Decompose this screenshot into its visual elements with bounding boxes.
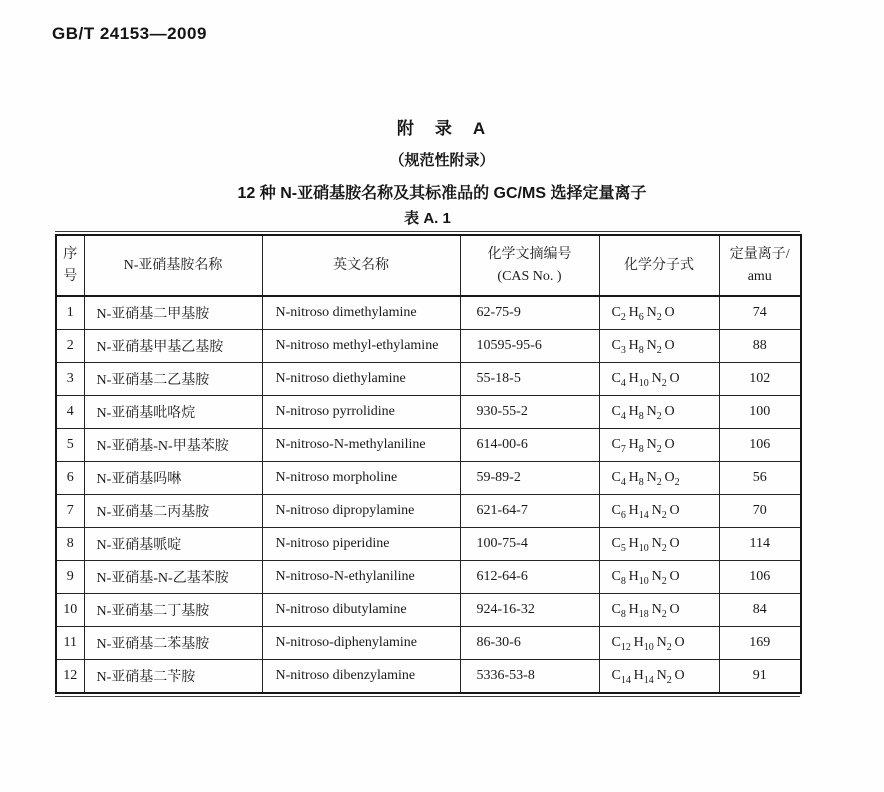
- row-number: 12: [56, 660, 84, 694]
- quant-ion-amu: 70: [719, 495, 801, 528]
- appendix-title-block: [0, 114, 884, 203]
- quant-ion-amu: 84: [719, 594, 801, 627]
- chinese-name: N-亚硝基吡咯烷: [84, 396, 262, 429]
- chemical-formula: $C_4$ $H_8$ $N_2$ $O_2$: [599, 462, 719, 495]
- cas-number: 5336-53-8: [460, 660, 599, 694]
- row-number: 2: [56, 330, 84, 363]
- table-caption: 表 A. 1: [404, 210, 451, 227]
- chemical-formula: $C_3$ $H_8$ $N_2$ O: [599, 330, 719, 363]
- cas-number: 612-64-6: [460, 561, 599, 594]
- cas-number: 614-00-6: [460, 429, 599, 462]
- row-number: 8: [56, 528, 84, 561]
- quant-ion-amu: 102: [719, 363, 801, 396]
- chemical-formula: $C_{14}$ $H_{14}$ $N_2$ O: [599, 660, 719, 694]
- row-number: 11: [56, 627, 84, 660]
- table-row: [56, 462, 801, 495]
- cas-number: 86-30-6: [460, 627, 599, 660]
- table-row: [56, 296, 801, 330]
- table-row: [56, 660, 801, 694]
- col-header-quant-ion-line1: 定量离子/: [729, 246, 790, 262]
- quant-ion-amu: 114: [719, 528, 801, 561]
- quant-ion-amu: 169: [719, 627, 801, 660]
- quant-ion-amu: 56: [719, 462, 801, 495]
- quant-ion-amu: 106: [719, 561, 801, 594]
- standard-number: GB/T 24153—2009: [52, 24, 207, 43]
- quant-ion-amu: 100: [719, 396, 801, 429]
- table-header-row: [56, 235, 801, 296]
- row-number: 3: [56, 363, 84, 396]
- row-number: 9: [56, 561, 84, 594]
- quant-ion-amu: 91: [719, 660, 801, 694]
- chemical-formula: $C_8$ $H_{18}$ $N_2$ O: [599, 594, 719, 627]
- appendix-subtitle: （规范性附录）: [389, 152, 495, 169]
- chemical-formula: $C_{12}$ $H_{10}$ $N_2$ O: [599, 627, 719, 660]
- col-header-cas: [460, 235, 599, 296]
- col-header-index-line1: 序: [63, 246, 78, 262]
- chemical-formula: $C_5$ $H_{10}$ $N_2$ O: [599, 528, 719, 561]
- chemical-formula: $C_8$ $H_{10}$ $N_2$ O: [599, 561, 719, 594]
- cas-number: 621-64-7: [460, 495, 599, 528]
- row-number: 4: [56, 396, 84, 429]
- table-a1: [55, 234, 802, 694]
- quant-ion-amu: 88: [719, 330, 801, 363]
- table-a1-wrapper: [55, 231, 800, 697]
- chinese-name: N-亚硝基甲基乙基胺: [84, 330, 262, 363]
- chemical-formula: $C_7$ $H_8$ $N_2$ O: [599, 429, 719, 462]
- english-name: N-nitroso-N-methylaniline: [262, 429, 460, 462]
- quant-ion-amu: 74: [719, 296, 801, 330]
- chinese-name: N-亚硝基二丙基胺: [84, 495, 262, 528]
- english-name: N-nitroso-N-ethylaniline: [262, 561, 460, 594]
- cas-number: 924-16-32: [460, 594, 599, 627]
- chinese-name: N-亚硝基-N-甲基苯胺: [84, 429, 262, 462]
- table-body: [56, 296, 801, 693]
- cas-number: 10595-95-6: [460, 330, 599, 363]
- chinese-name: N-亚硝基哌啶: [84, 528, 262, 561]
- row-number: 6: [56, 462, 84, 495]
- col-header-index: [56, 235, 84, 296]
- col-header-quant-ion-line2: amu: [747, 268, 772, 284]
- col-header-quant-ion: [719, 235, 801, 296]
- row-number: 5: [56, 429, 84, 462]
- cas-number: 100-75-4: [460, 528, 599, 561]
- chinese-name: N-亚硝基二丁基胺: [84, 594, 262, 627]
- english-name: N-nitroso dimethylamine: [262, 296, 460, 330]
- english-name: N-nitroso dipropylamine: [262, 495, 460, 528]
- chinese-name: N-亚硝基-N-乙基苯胺: [84, 561, 262, 594]
- chinese-name: N-亚硝基二甲基胺: [84, 296, 262, 330]
- english-name: N-nitroso pyrrolidine: [262, 396, 460, 429]
- english-name: N-nitroso piperidine: [262, 528, 460, 561]
- english-name: N-nitroso morpholine: [262, 462, 460, 495]
- table-row: [56, 561, 801, 594]
- table-row: [56, 627, 801, 660]
- cas-number: 62-75-9: [460, 296, 599, 330]
- chinese-name: N-亚硝基二苄胺: [84, 660, 262, 694]
- chinese-name: N-亚硝基二苯基胺: [84, 627, 262, 660]
- col-header-english-name: 英文名称: [262, 235, 460, 296]
- table-row: [56, 396, 801, 429]
- table-row: [56, 363, 801, 396]
- col-header-chinese-name: N-亚硝基胺名称: [84, 235, 262, 296]
- chemical-formula: $C_6$ $H_{14}$ $N_2$ O: [599, 495, 719, 528]
- cas-number: 55-18-5: [460, 363, 599, 396]
- table-row: [56, 330, 801, 363]
- chinese-name: N-亚硝基吗啉: [84, 462, 262, 495]
- table-row: [56, 528, 801, 561]
- english-name: N-nitroso dibutylamine: [262, 594, 460, 627]
- chemical-formula: $C_4$ $H_8$ $N_2$ O: [599, 396, 719, 429]
- table-row: [56, 495, 801, 528]
- chemical-formula: $C_2$ $H_6$ $N_2$ O: [599, 296, 719, 330]
- quant-ion-amu: 106: [719, 429, 801, 462]
- col-header-formula: 化学分子式: [599, 235, 719, 296]
- english-name: N-nitroso dibenzylamine: [262, 660, 460, 694]
- chinese-name: N-亚硝基二乙基胺: [84, 363, 262, 396]
- english-name: N-nitroso diethylamine: [262, 363, 460, 396]
- col-header-cas-line1: 化学文摘编号: [487, 246, 572, 262]
- col-header-index-line2: 号: [63, 268, 78, 284]
- cas-number: 59-89-2: [460, 462, 599, 495]
- table-row: [56, 429, 801, 462]
- appendix-heading: 12 种 N-亚硝基胺名称及其标准品的 GC/MS 选择定量离子: [237, 185, 647, 202]
- english-name: N-nitroso methyl-ethylamine: [262, 330, 460, 363]
- cas-number: 930-55-2: [460, 396, 599, 429]
- table-row: [56, 594, 801, 627]
- english-name: N-nitroso-diphenylamine: [262, 627, 460, 660]
- row-number: 1: [56, 296, 84, 330]
- appendix-title: 附 录 A: [396, 119, 488, 138]
- row-number: 10: [56, 594, 84, 627]
- table-header: [56, 235, 801, 296]
- row-number: 7: [56, 495, 84, 528]
- chemical-formula: $C_4$ $H_{10}$ $N_2$ O: [599, 363, 719, 396]
- col-header-cas-line2: (CAS No. ): [497, 268, 562, 284]
